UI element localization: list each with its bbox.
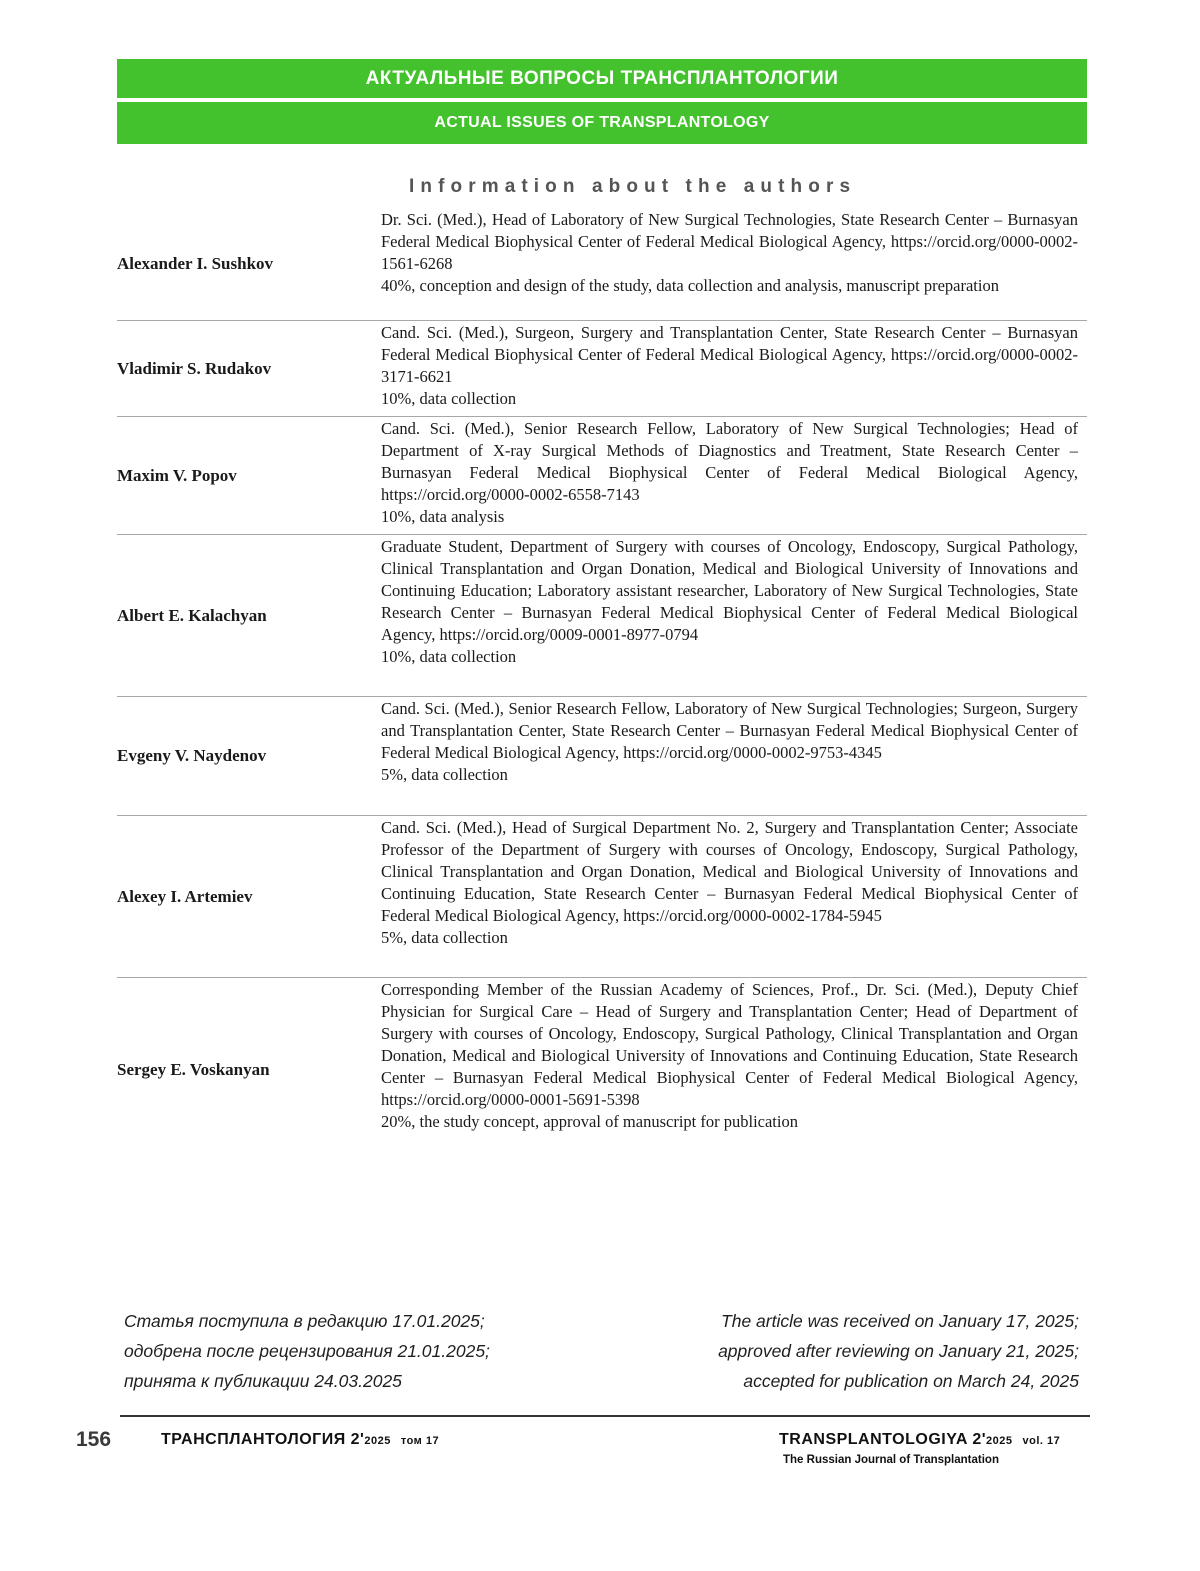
author-name: Alexey I. Artemiev xyxy=(117,886,253,906)
author-contribution: 40%, conception and design of the study, data collection and analysis, manuscript preparation xyxy=(381,276,999,295)
journal-title-ru xyxy=(161,1431,439,1449)
author-contribution: 10%, data collection xyxy=(381,647,517,666)
author-info xyxy=(381,816,1078,977)
journal-year-ru: 2025 xyxy=(364,1435,391,1447)
approved-date-en: approved after reviewing on January 21, 2025; xyxy=(718,1341,1079,1361)
section-banner-en: ACTUAL ISSUES OF TRANSPLANTOLOGY xyxy=(117,102,1087,144)
author-contribution: 5%, data collection xyxy=(381,928,508,947)
author-row xyxy=(117,535,1087,697)
author-name: Vladimir S. Rudakov xyxy=(117,358,272,378)
author-info xyxy=(381,417,1078,534)
received-date-ru: Статья поступила в редакцию 17.01.2025; xyxy=(124,1311,485,1331)
accepted-date-ru: принята к публикации 24.03.2025 xyxy=(124,1371,402,1391)
author-row xyxy=(117,208,1087,321)
author-affiliation: Dr. Sci. (Med.), Head of Laboratory of New Surgical Technologies, State Research Center – Burnasyan Federal Medical Biophysical Center of Federal Medical Biological Agency, https://orcid.org/0000-0002-1561-6268 xyxy=(381,210,1078,273)
author-contribution: 20%, the study concept, approval of manuscript for publication xyxy=(381,1112,798,1131)
author-info xyxy=(381,697,1078,815)
author-row xyxy=(117,321,1087,417)
authors-table xyxy=(117,208,1087,1162)
author-info xyxy=(381,978,1078,1162)
author-affiliation: Corresponding Member of the Russian Academy of Sciences, Prof., Dr. Sci. (Med.), Deputy Chief Physician for Surgical Care – Head of Surgery and Transplantation Center; Head of Department of Surgery with courses of Oncology, Endoscopy, Surgical Pathology, Clinical Transplantation and Organ Donation, Medical and Biological University of Innovations and Continuing Education, State Research Center – Burnasyan Federal Medical Biophysical Center of Federal Medical Biological Agency, https://orcid.org/0000-0001-5691-5398 xyxy=(381,980,1078,1109)
journal-subtitle: The Russian Journal of Transplantation xyxy=(783,1454,999,1466)
author-affiliation: Cand. Sci. (Med.), Senior Research Fellow, Laboratory of New Surgical Technologies; Head of Department of X-ray Surgical Methods of Diagnostics and Treatment, State Research Center – Burnasyan Federal Medical Biophysical Center of Federal Medical Biological Agency, https://orcid.org/0000-0002-6558-7143 xyxy=(381,419,1078,504)
page-number: 156 xyxy=(76,1428,112,1451)
journal-year-en: 2025 xyxy=(986,1435,1013,1447)
author-info xyxy=(381,535,1078,696)
author-name: Maxim V. Popov xyxy=(117,465,237,485)
footer-divider xyxy=(120,1415,1090,1417)
author-name: Albert E. Kalachyan xyxy=(117,605,267,625)
received-date-en: The article was received on January 17, 2025; xyxy=(721,1311,1079,1331)
author-row xyxy=(117,816,1087,978)
author-affiliation: Cand. Sci. (Med.), Head of Surgical Department No. 2, Surgery and Transplantation Center; Associate Professor of the Department of Surgery with courses of Oncology, Endoscopy, Surgical Pathology, Clinical Transplantation and Organ Donation, Medical and Biological University of Innovations and Continuing Education, State Research Center – Burnasyan Federal Medical Biophysical Center of Federal Medical Biological Agency, https://orcid.org/0000-0002-1784-5945 xyxy=(381,818,1078,925)
author-row xyxy=(117,978,1087,1162)
article-dates-ru xyxy=(124,1306,490,1396)
author-row xyxy=(117,417,1087,535)
author-name: Evgeny V. Naydenov xyxy=(117,746,267,765)
journal-name-en: TRANSPLANTOLOGIYA 2' xyxy=(779,1431,987,1448)
page-title: Information about the authors xyxy=(409,176,857,197)
author-contribution: 10%, data collection xyxy=(381,389,517,408)
author-row xyxy=(117,697,1087,816)
author-affiliation: Cand. Sci. (Med.), Senior Research Fellow, Laboratory of New Surgical Technologies; Surgeon, Surgery and Transplantation Center, State Research Center – Burnasyan Federal Medical Biophysical Center of Federal Medical Biological Agency, https://orcid.org/0000-0002-9753-4345 xyxy=(381,699,1078,762)
journal-volume-ru: том 17 xyxy=(400,1435,440,1447)
author-affiliation: Graduate Student, Department of Surgery with courses of Oncology, Endoscopy, Surgical Pathology, Clinical Transplantation and Organ Donation, Medical and Biological University of Innovations and Continuing Education; Laboratory assistant researcher, Laboratory of New Surgical Technologies, State Research Center – Burnasyan Federal Medical Biophysical Center of Federal Medical Biological Agency, https://orcid.org/0009-0001-8977-0794 xyxy=(381,537,1078,644)
section-banner-ru: АКТУАЛЬНЫЕ ВОПРОСЫ ТРАНСПЛАНТОЛОГИИ xyxy=(117,59,1087,98)
accepted-date-en: accepted for publication on March 24, 2025 xyxy=(743,1371,1079,1391)
author-contribution: 10%, data analysis xyxy=(381,507,505,526)
author-contribution: 5%, data collection xyxy=(381,765,508,784)
author-name: Sergey E. Voskanyan xyxy=(117,1060,270,1079)
journal-title-en xyxy=(779,1431,1060,1449)
author-info xyxy=(381,321,1078,416)
author-name: Alexander I. Sushkov xyxy=(117,254,274,273)
journal-volume-en: vol. 17 xyxy=(1022,1435,1061,1447)
article-dates-en xyxy=(718,1306,1079,1396)
journal-name-ru: ТРАНСПЛАНТОЛОГИЯ 2' xyxy=(161,1431,365,1448)
approved-date-ru: одобрена после рецензирования 21.01.2025; xyxy=(124,1341,490,1361)
author-affiliation: Cand. Sci. (Med.), Surgeon, Surgery and Transplantation Center, State Research Center – Burnasyan Federal Medical Biophysical Center of Federal Medical Biological Agency, https://orcid.org/0000-0002-3171-6621 xyxy=(381,323,1078,386)
author-info xyxy=(381,208,1078,320)
